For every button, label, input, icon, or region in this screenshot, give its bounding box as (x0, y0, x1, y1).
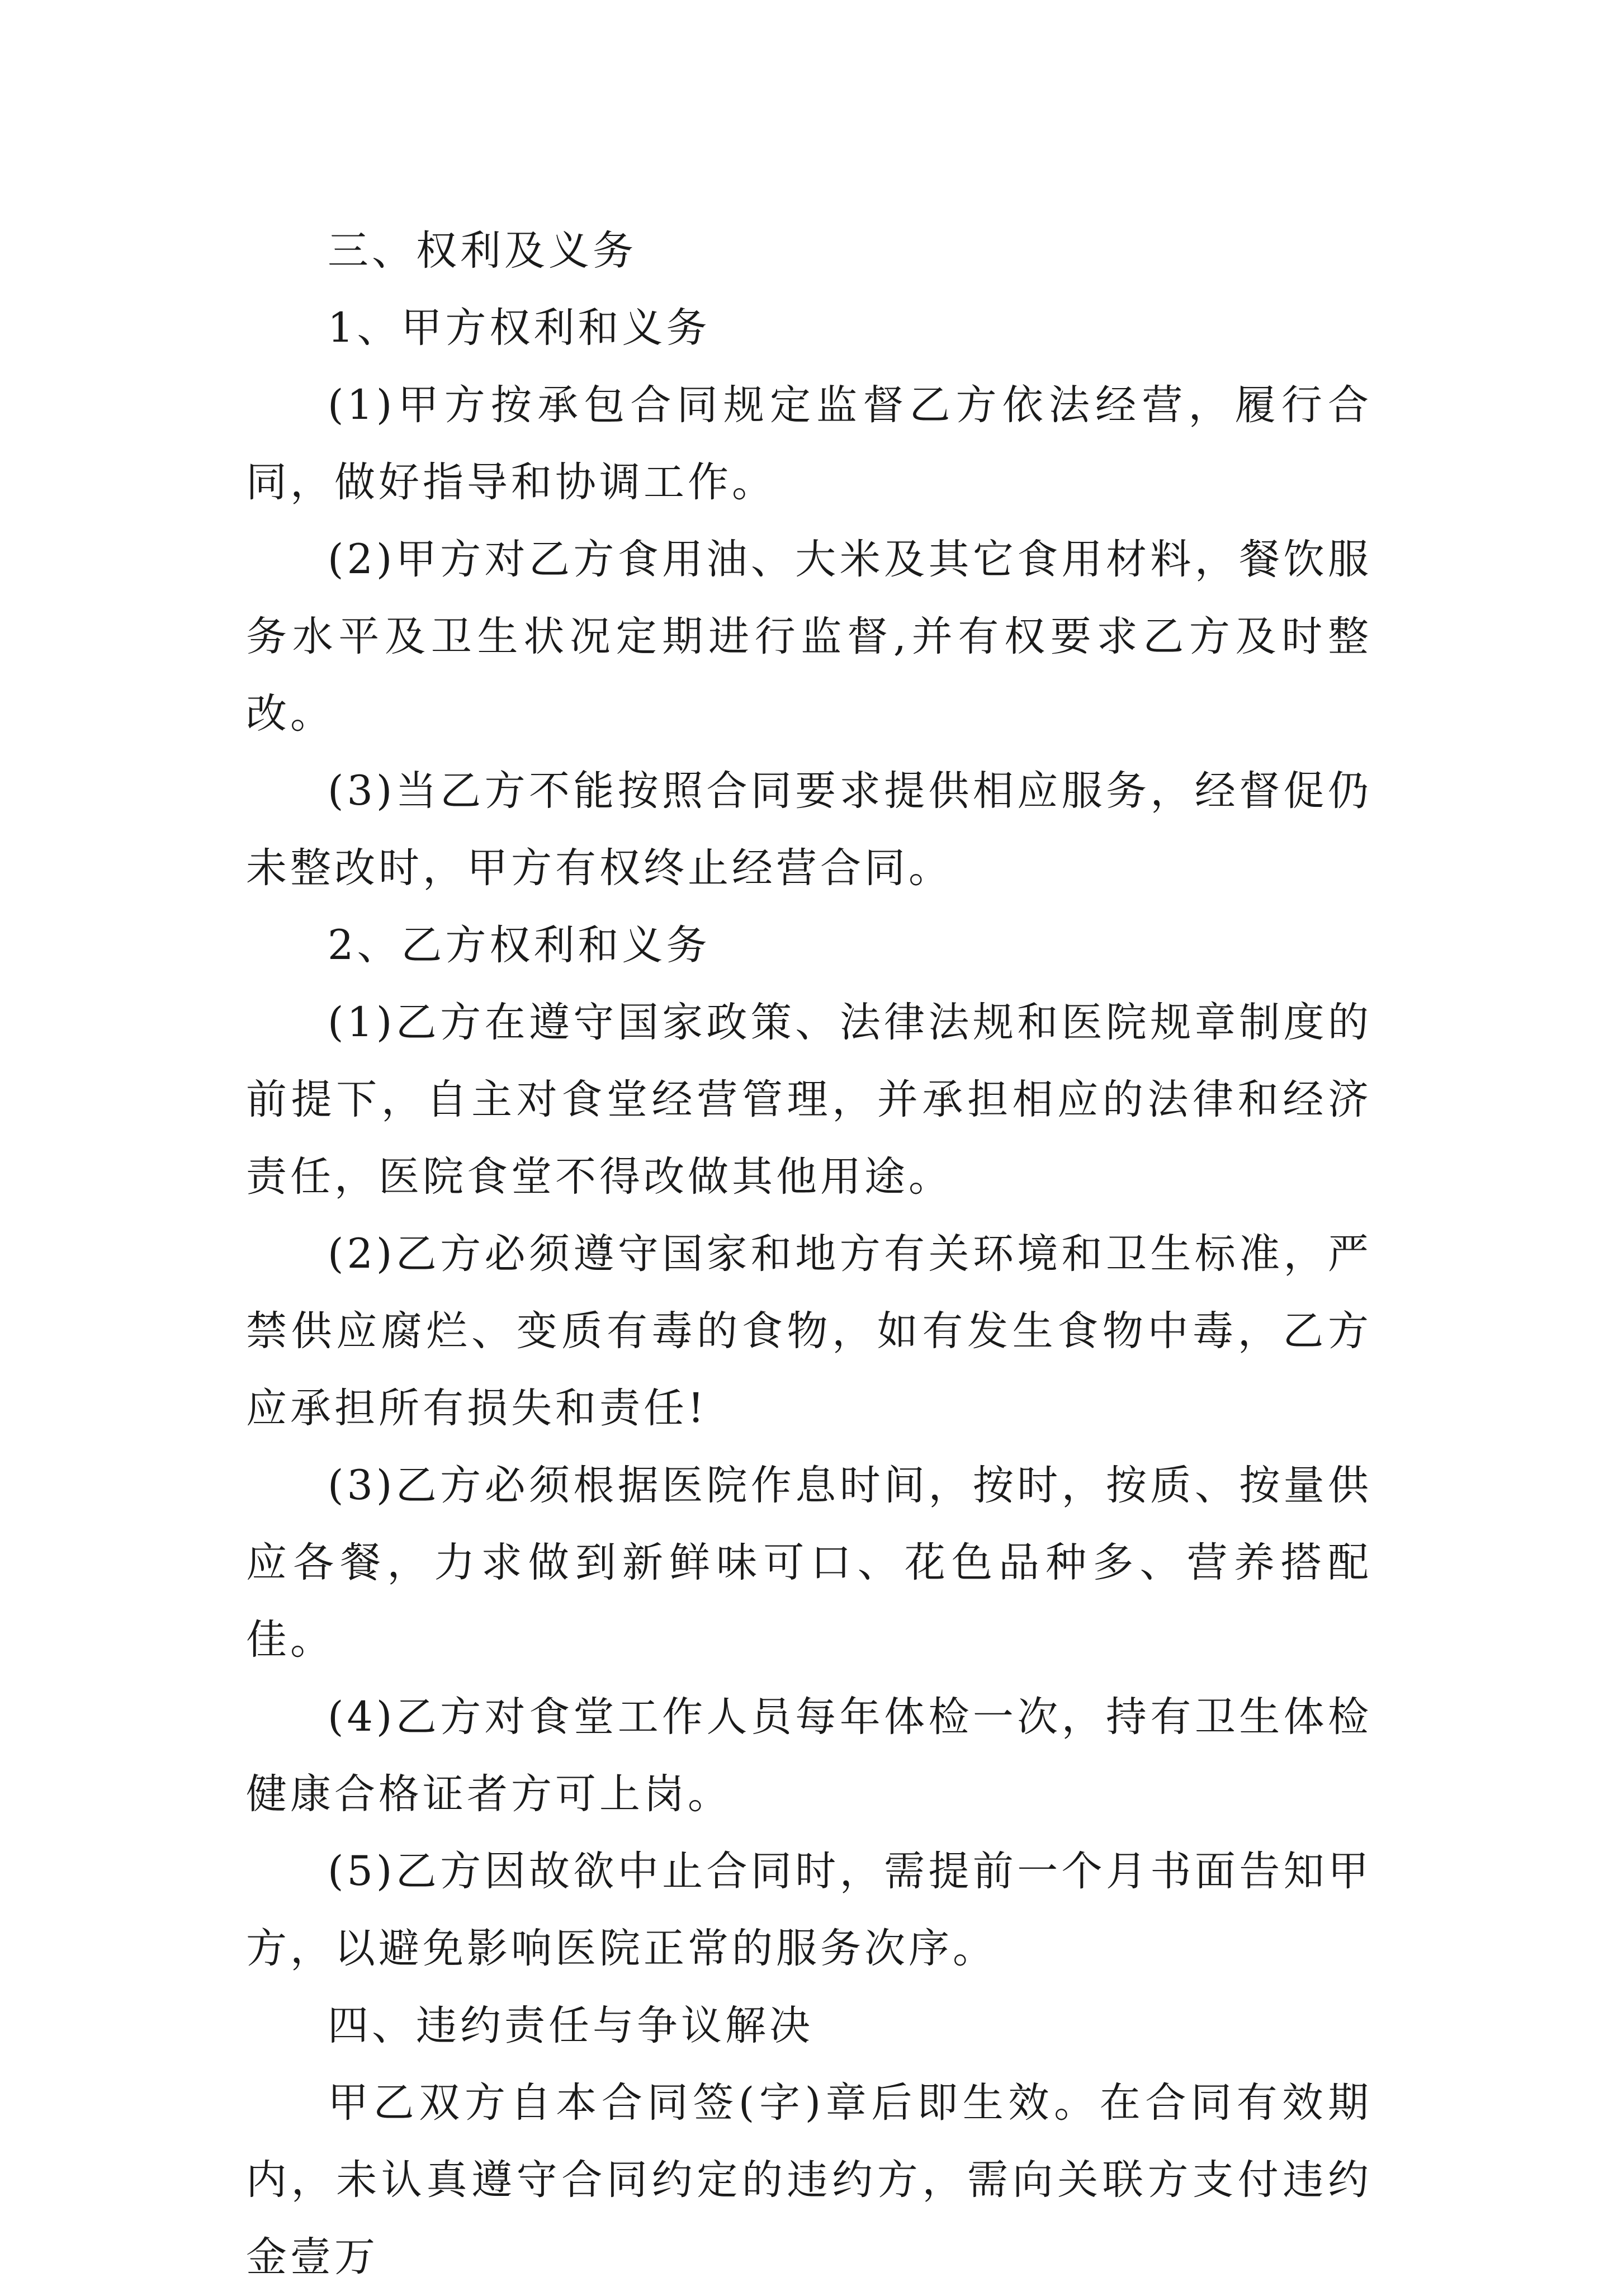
party-a-item-1: (1)甲方按承包合同规定监督乙方依法经营，履行合同，做好指导和协调工作。 (246, 381, 1372, 506)
subsection-2-heading: 2、乙方权利和义务 (328, 922, 711, 969)
party-a-item-3: (3)当乙方不能按照合同要求提供相应服务，经督促仍未整改时，甲方有权终止经营合同。 (246, 767, 1372, 892)
party-b-item-1: (1)乙方在遵守国家政策、法律法规和医院规章制度的前提下，自主对食堂经营管理，并承担相应的法律和经济责任，医院食堂不得改做其他用途。 (246, 999, 1372, 1201)
party-b-item-4: (4)乙方对食堂工作人员每年体检一次，持有卫生体检健康合格证者方可上岗。 (246, 1693, 1372, 1818)
section-4-body: 甲乙双方自本合同签(字)章后即生效。在合同有效期内，未认真遵守合同约定的违约方，需向关联方支付违约金壹万 (246, 2079, 1372, 2281)
section-4-heading: 四、违约责任与争议解决 (328, 2002, 813, 2049)
party-b-item-5: (5)乙方因故欲中止合同时，需提前一个月书面告知甲方，以避免影响医院正常的服务次序。 (246, 1848, 1372, 1972)
section-3-heading: 三、权利及义务 (328, 227, 637, 275)
document-body (246, 212, 1372, 2296)
subsection-1-heading: 1、甲方权利和义务 (328, 304, 711, 352)
party-a-item-2: (2)甲方对乙方食用油、大米及其它食用材料，餐饮服务水平及卫生状况定期进行监督,并有权要求乙方及时整改。 (246, 536, 1372, 738)
party-b-item-3: (3)乙方必须根据医院作息时间，按时，按质、按量供应各餐，力求做到新鲜味可口、花色品种多、营养搭配佳。 (246, 1462, 1372, 1664)
party-b-item-2: (2)乙方必须遵守国家和地方有关环境和卫生标准，严禁供应腐烂、变质有毒的食物，如有发生食物中毒，乙方应承担所有损失和责任! (246, 1230, 1372, 1432)
